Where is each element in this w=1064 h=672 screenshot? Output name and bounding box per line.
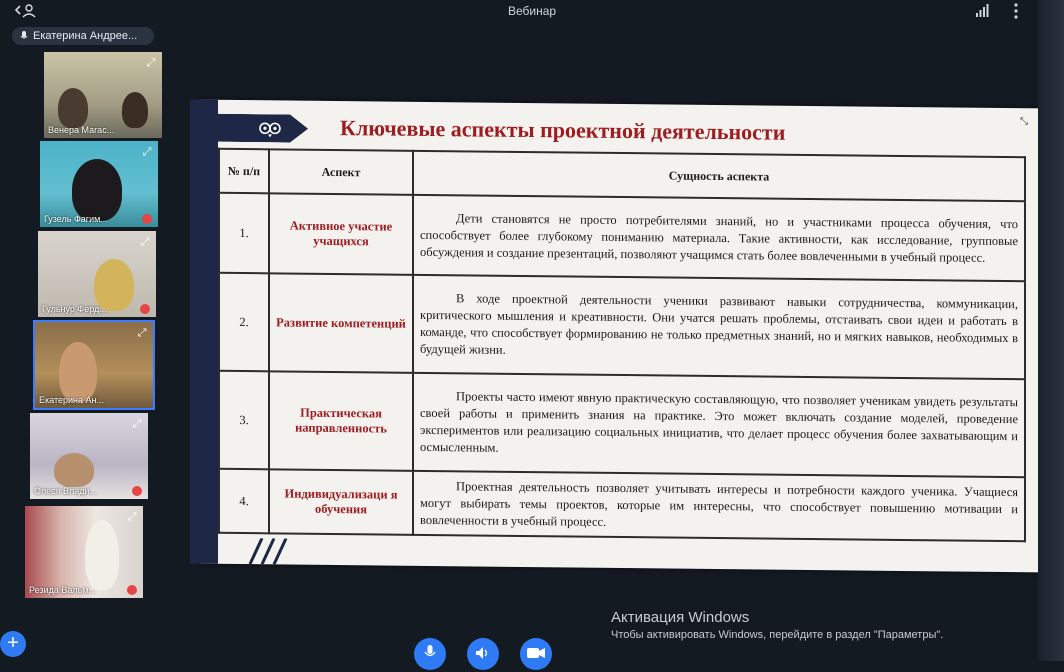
participant-figure <box>85 520 119 590</box>
activation-title: Активация Windows <box>611 609 750 626</box>
slide-title: Ключевые аспекты проектной деятельности <box>340 115 786 145</box>
microphone-icon <box>424 645 436 661</box>
participant-tile[interactable] <box>35 322 153 408</box>
microphone-icon <box>20 31 28 41</box>
expand-icon[interactable]: ⤢ <box>140 236 150 248</box>
row-number: 2. <box>219 273 269 372</box>
camera-button[interactable] <box>520 638 552 670</box>
participant-tile[interactable] <box>30 413 148 499</box>
participant-name: Венера Магас... <box>48 125 115 135</box>
column-header-aspect: Аспект <box>269 149 413 195</box>
expand-icon[interactable]: ⤢ <box>142 146 152 158</box>
participant-name: Резида Вальм... <box>29 585 96 595</box>
participant-tile[interactable] <box>38 231 156 317</box>
window-title: Вебинар <box>507 4 557 18</box>
activation-text: Чтобы активировать Windows, перейдите в раздел "Параметры". <box>611 629 944 641</box>
row-essence: Проектная деятельность позволяет учитывать интересы и потребности каждого ученика. Учащиеся могут выбирать темы проектов, которые им интересны, что способствует повышению мотивации и вовлеченности в учебный процесс. <box>413 471 1025 541</box>
expand-icon[interactable]: ⤢ <box>132 418 142 430</box>
table-row <box>219 371 1025 477</box>
expand-icon[interactable]: ⤢ <box>137 327 147 339</box>
row-aspect: Активное участие учащихся <box>269 193 413 275</box>
participant-figure <box>54 453 94 487</box>
participant-figure <box>58 88 88 128</box>
owl-logo-icon <box>258 118 282 138</box>
mic-off-icon <box>132 486 142 496</box>
mic-off-icon <box>140 304 150 314</box>
row-essence: Проекты часто имеют явную практическую составляющую, что позволяет ученикам увидеть результаты своей работы и применить знания на практике. Это может включать создание моделей, проведение экспериментов или реализацию социальных инициатив, что делает процесс обучения более захватывающим и осмысленным. <box>413 373 1025 477</box>
row-essence: Дети становятся не просто потребителями знаний, но и участниками процесса обучения, что способствует более глубокому пониманию материала. Такие активности, как исследование, групповые обсуждения и создание презентаций, позволяют учащимся стать более вовлеченными в учебный процесс. <box>413 195 1025 281</box>
speaker-icon <box>475 646 491 660</box>
participant-tile[interactable] <box>25 506 143 598</box>
participant-figure <box>72 159 122 221</box>
participant-tile[interactable] <box>40 141 158 227</box>
participant-name: Гульнур Ферд... <box>42 304 107 314</box>
add-icon[interactable]: + <box>0 631 26 657</box>
row-number: 3. <box>219 371 269 470</box>
top-bar <box>0 0 1064 24</box>
windows-activation-notice <box>611 609 943 641</box>
speaker-button[interactable] <box>467 638 499 670</box>
row-aspect: Развитие компетенций <box>269 273 413 373</box>
table-row <box>219 193 1025 281</box>
participant-name: Гузель Фагим... <box>44 214 108 224</box>
camera-icon <box>527 647 545 659</box>
column-header-essence: Сущность аспекта <box>413 151 1025 201</box>
aspects-table <box>218 148 1026 542</box>
participant-name: Екатерина Ан... <box>39 395 104 405</box>
row-number: 4. <box>219 469 269 534</box>
participant-figure <box>59 342 97 402</box>
table-row <box>219 273 1025 379</box>
participant-tile[interactable] <box>44 52 162 138</box>
microphone-button[interactable] <box>414 638 446 670</box>
row-aspect: Индивидуализаци я обучения <box>269 469 413 535</box>
active-speaker-name: Екатерина Андрее... <box>33 30 138 42</box>
more-icon[interactable] <box>1012 2 1020 20</box>
shared-slide <box>200 100 1040 573</box>
mic-off-icon <box>127 585 137 595</box>
column-header-num: № п/п <box>219 149 269 194</box>
slide-decor-lines <box>240 538 310 565</box>
row-number: 1. <box>219 193 269 274</box>
slide-decor-stripe <box>190 99 218 563</box>
expand-icon[interactable]: ⤢ <box>146 57 156 69</box>
mic-off-icon <box>142 214 152 224</box>
expand-icon[interactable]: ⤢ <box>127 511 137 523</box>
collapse-icon[interactable]: ⤡ <box>1020 116 1028 128</box>
row-aspect: Практическая направленность <box>269 371 413 471</box>
participant-name: Олеся Влади... <box>34 486 98 496</box>
participant-figure <box>122 92 148 128</box>
active-speaker-label <box>12 27 154 45</box>
table-row <box>219 469 1025 541</box>
row-essence: В ходе проектной деятельности ученики развивают навыки сотрудничества, коммуникации, критического мышления и креативности. Они учатся решать проблемы, отстаивать свои идеи и работать в команде, что способствует формированию не только предметных знаний, но и мягких навыков, необходимых в будущей жизни. <box>413 275 1025 379</box>
window-edge <box>1038 0 1064 661</box>
signal-icon <box>975 4 989 18</box>
